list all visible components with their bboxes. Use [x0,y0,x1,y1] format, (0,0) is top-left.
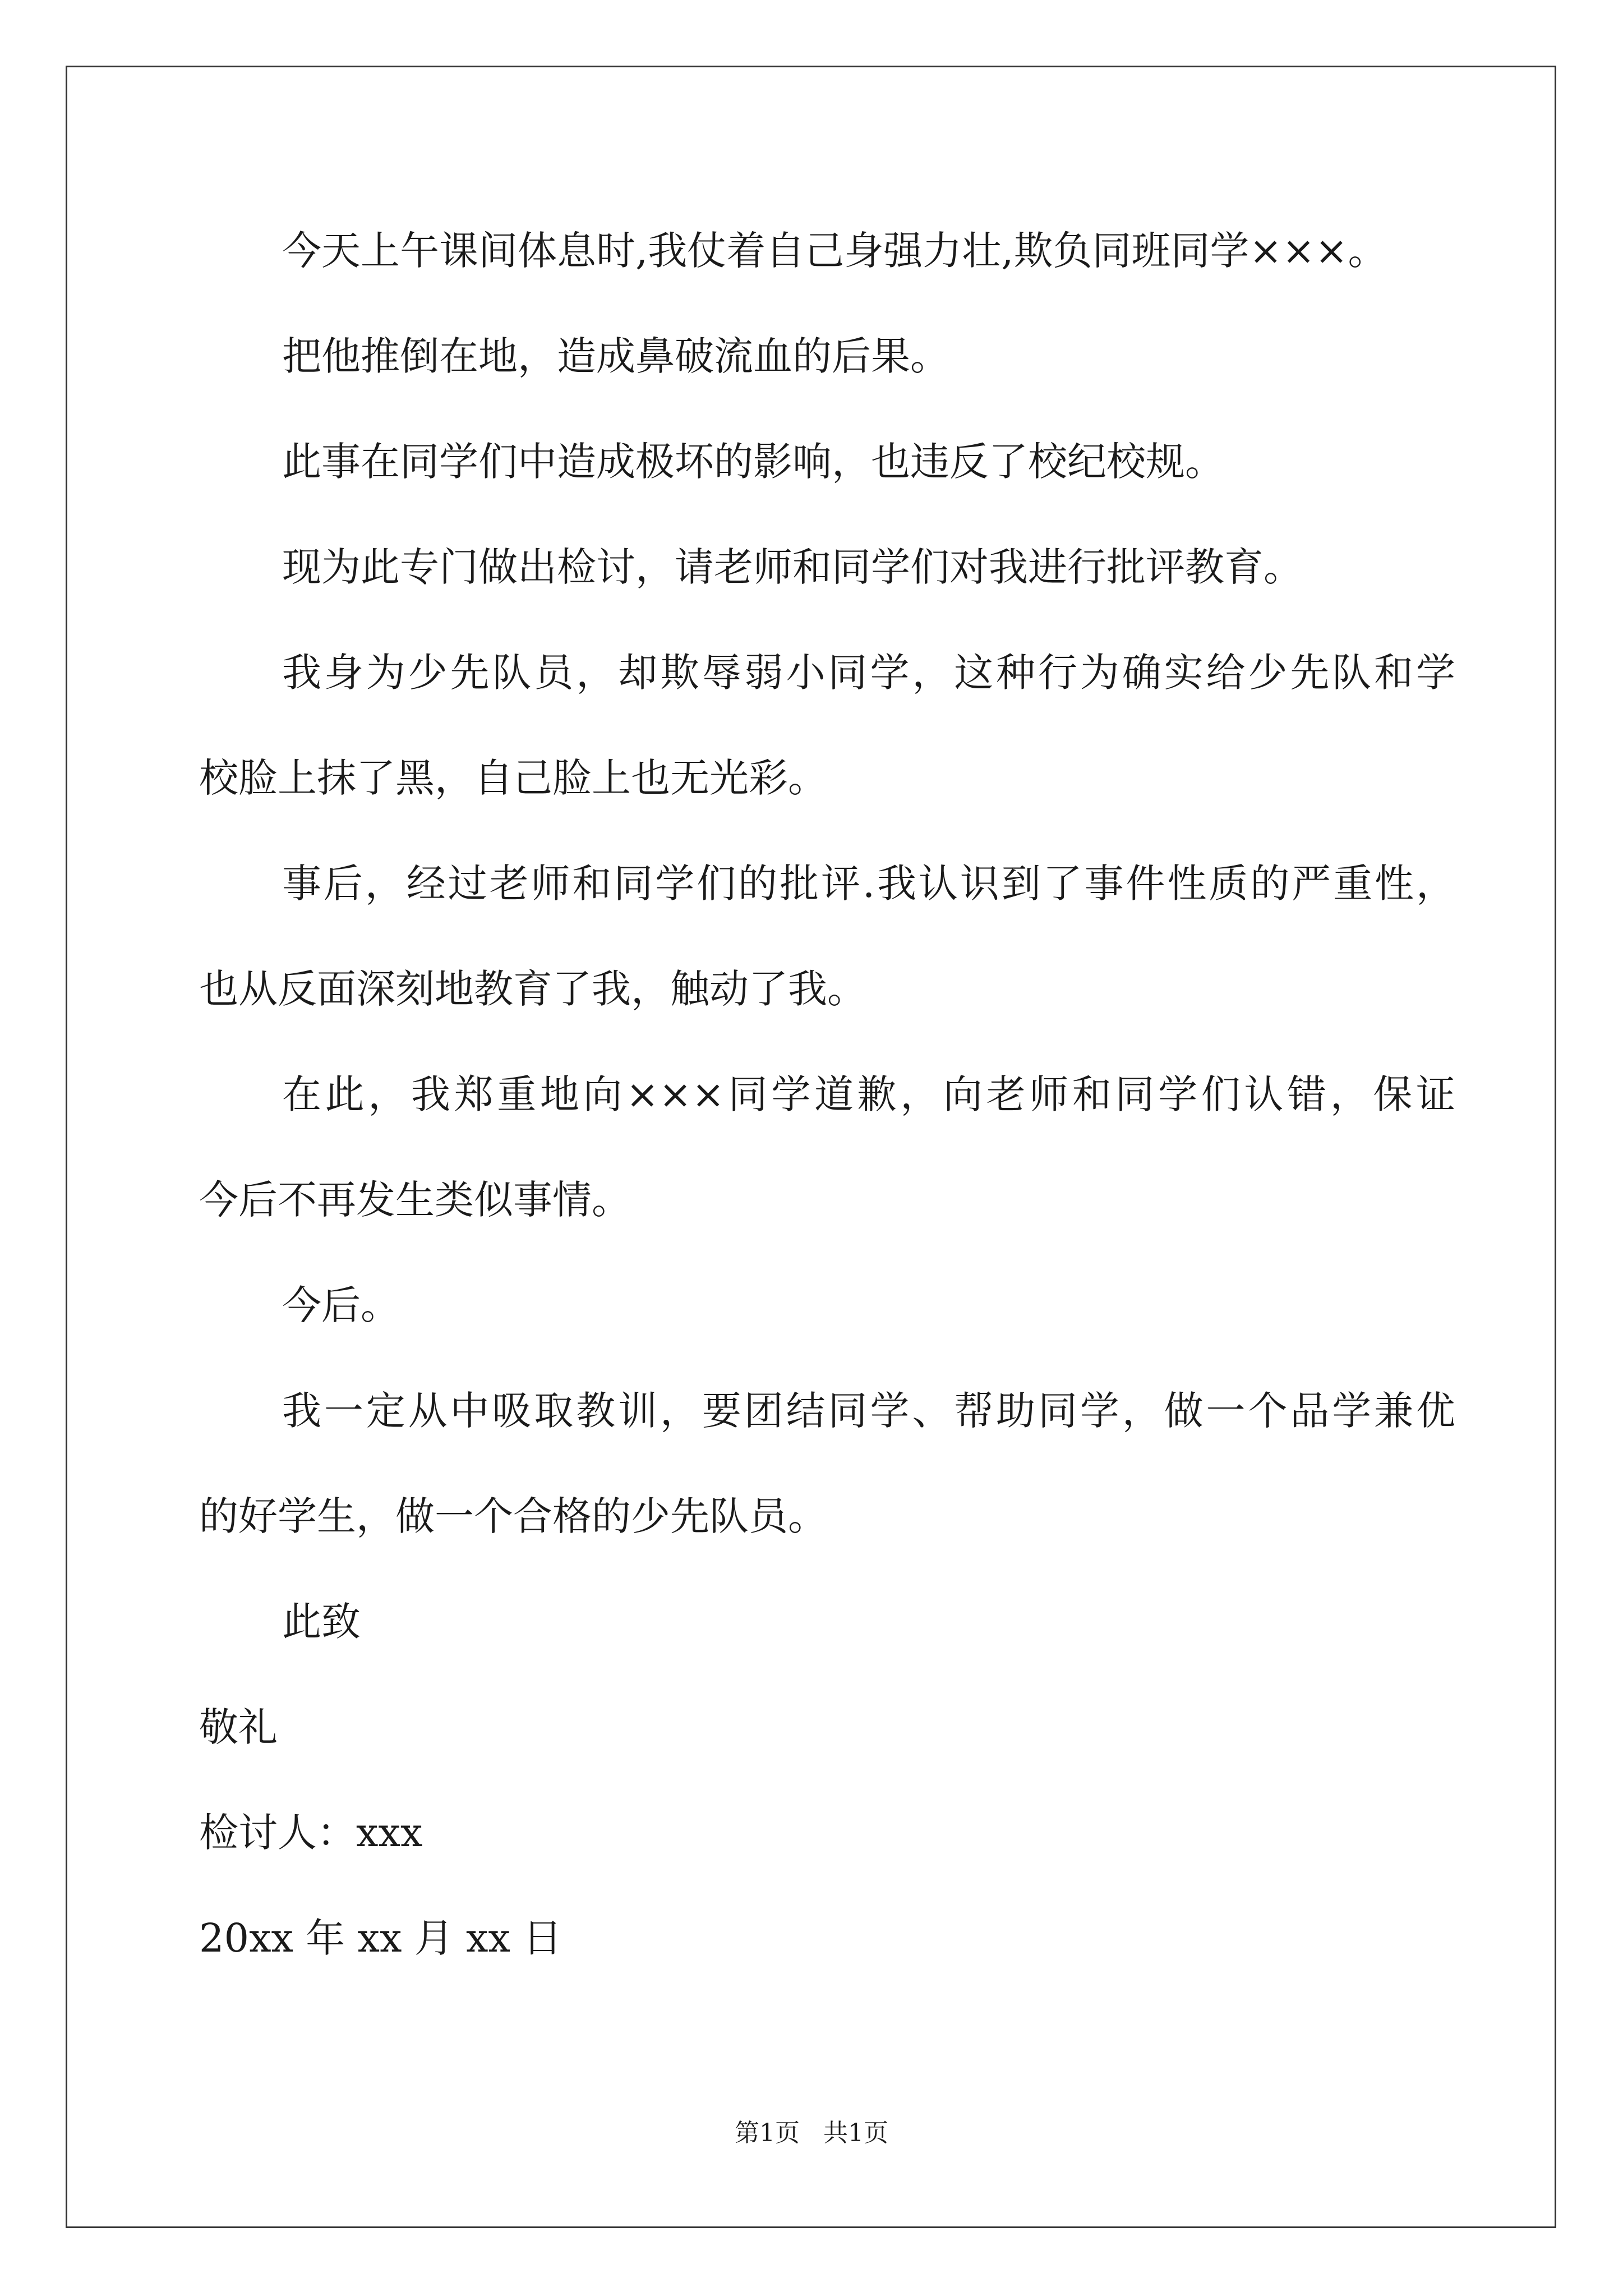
paragraph-1: 今天上午课间体息时,我仗着自己身强力壮,欺负同班同学×××。 [282,228,1387,274]
date-line: 20xx 年 xx 月 xx 日 [199,1915,562,1961]
paragraph-5-line-1: 我身为少先队员，却欺辱弱小同学，这种行为确实给少先队和学 [282,650,1455,696]
closing-salutation: 此致 [282,1599,361,1645]
page-number-footer: 第1页 共1页 [735,2119,888,2147]
paragraph-3: 此事在同学们中造成极坏的影响，也违反了校纪校规。 [282,439,1224,485]
signer-line: 检讨人：xxx [199,1810,423,1856]
paragraph-9-line-2: 的好学生，做一个合格的少先队员。 [199,1493,827,1539]
closing-regards: 敬礼 [199,1704,278,1750]
page-border [66,66,1556,2228]
paragraph-9-line-1: 我一定从中吸取教训，要团结同学、帮助同学，做一个品学兼优 [282,1388,1455,1434]
paragraph-2: 把他推倒在地，造成鼻破流血的后果。 [282,333,949,379]
paragraph-6-line-2: 也从反面深刻地教育了我，触动了我。 [199,966,866,1012]
paragraph-4: 现为此专门做出检讨，请老师和同学们对我进行批评教育。 [282,544,1303,590]
paragraph-7-line-2: 今后不再发生类似事情。 [199,1177,631,1223]
paragraph-8: 今后。 [282,1282,400,1328]
paragraph-7-line-1: 在此，我郑重地向×××同学道歉，向老师和同学们认错，保证 [282,1071,1455,1117]
paragraph-5-line-2: 校脸上抹了黑，自己脸上也无光彩。 [199,755,827,801]
paragraph-6-line-1: 事后，经过老师和同学们的批评.我认识到了事件性质的严重性， [282,861,1455,907]
